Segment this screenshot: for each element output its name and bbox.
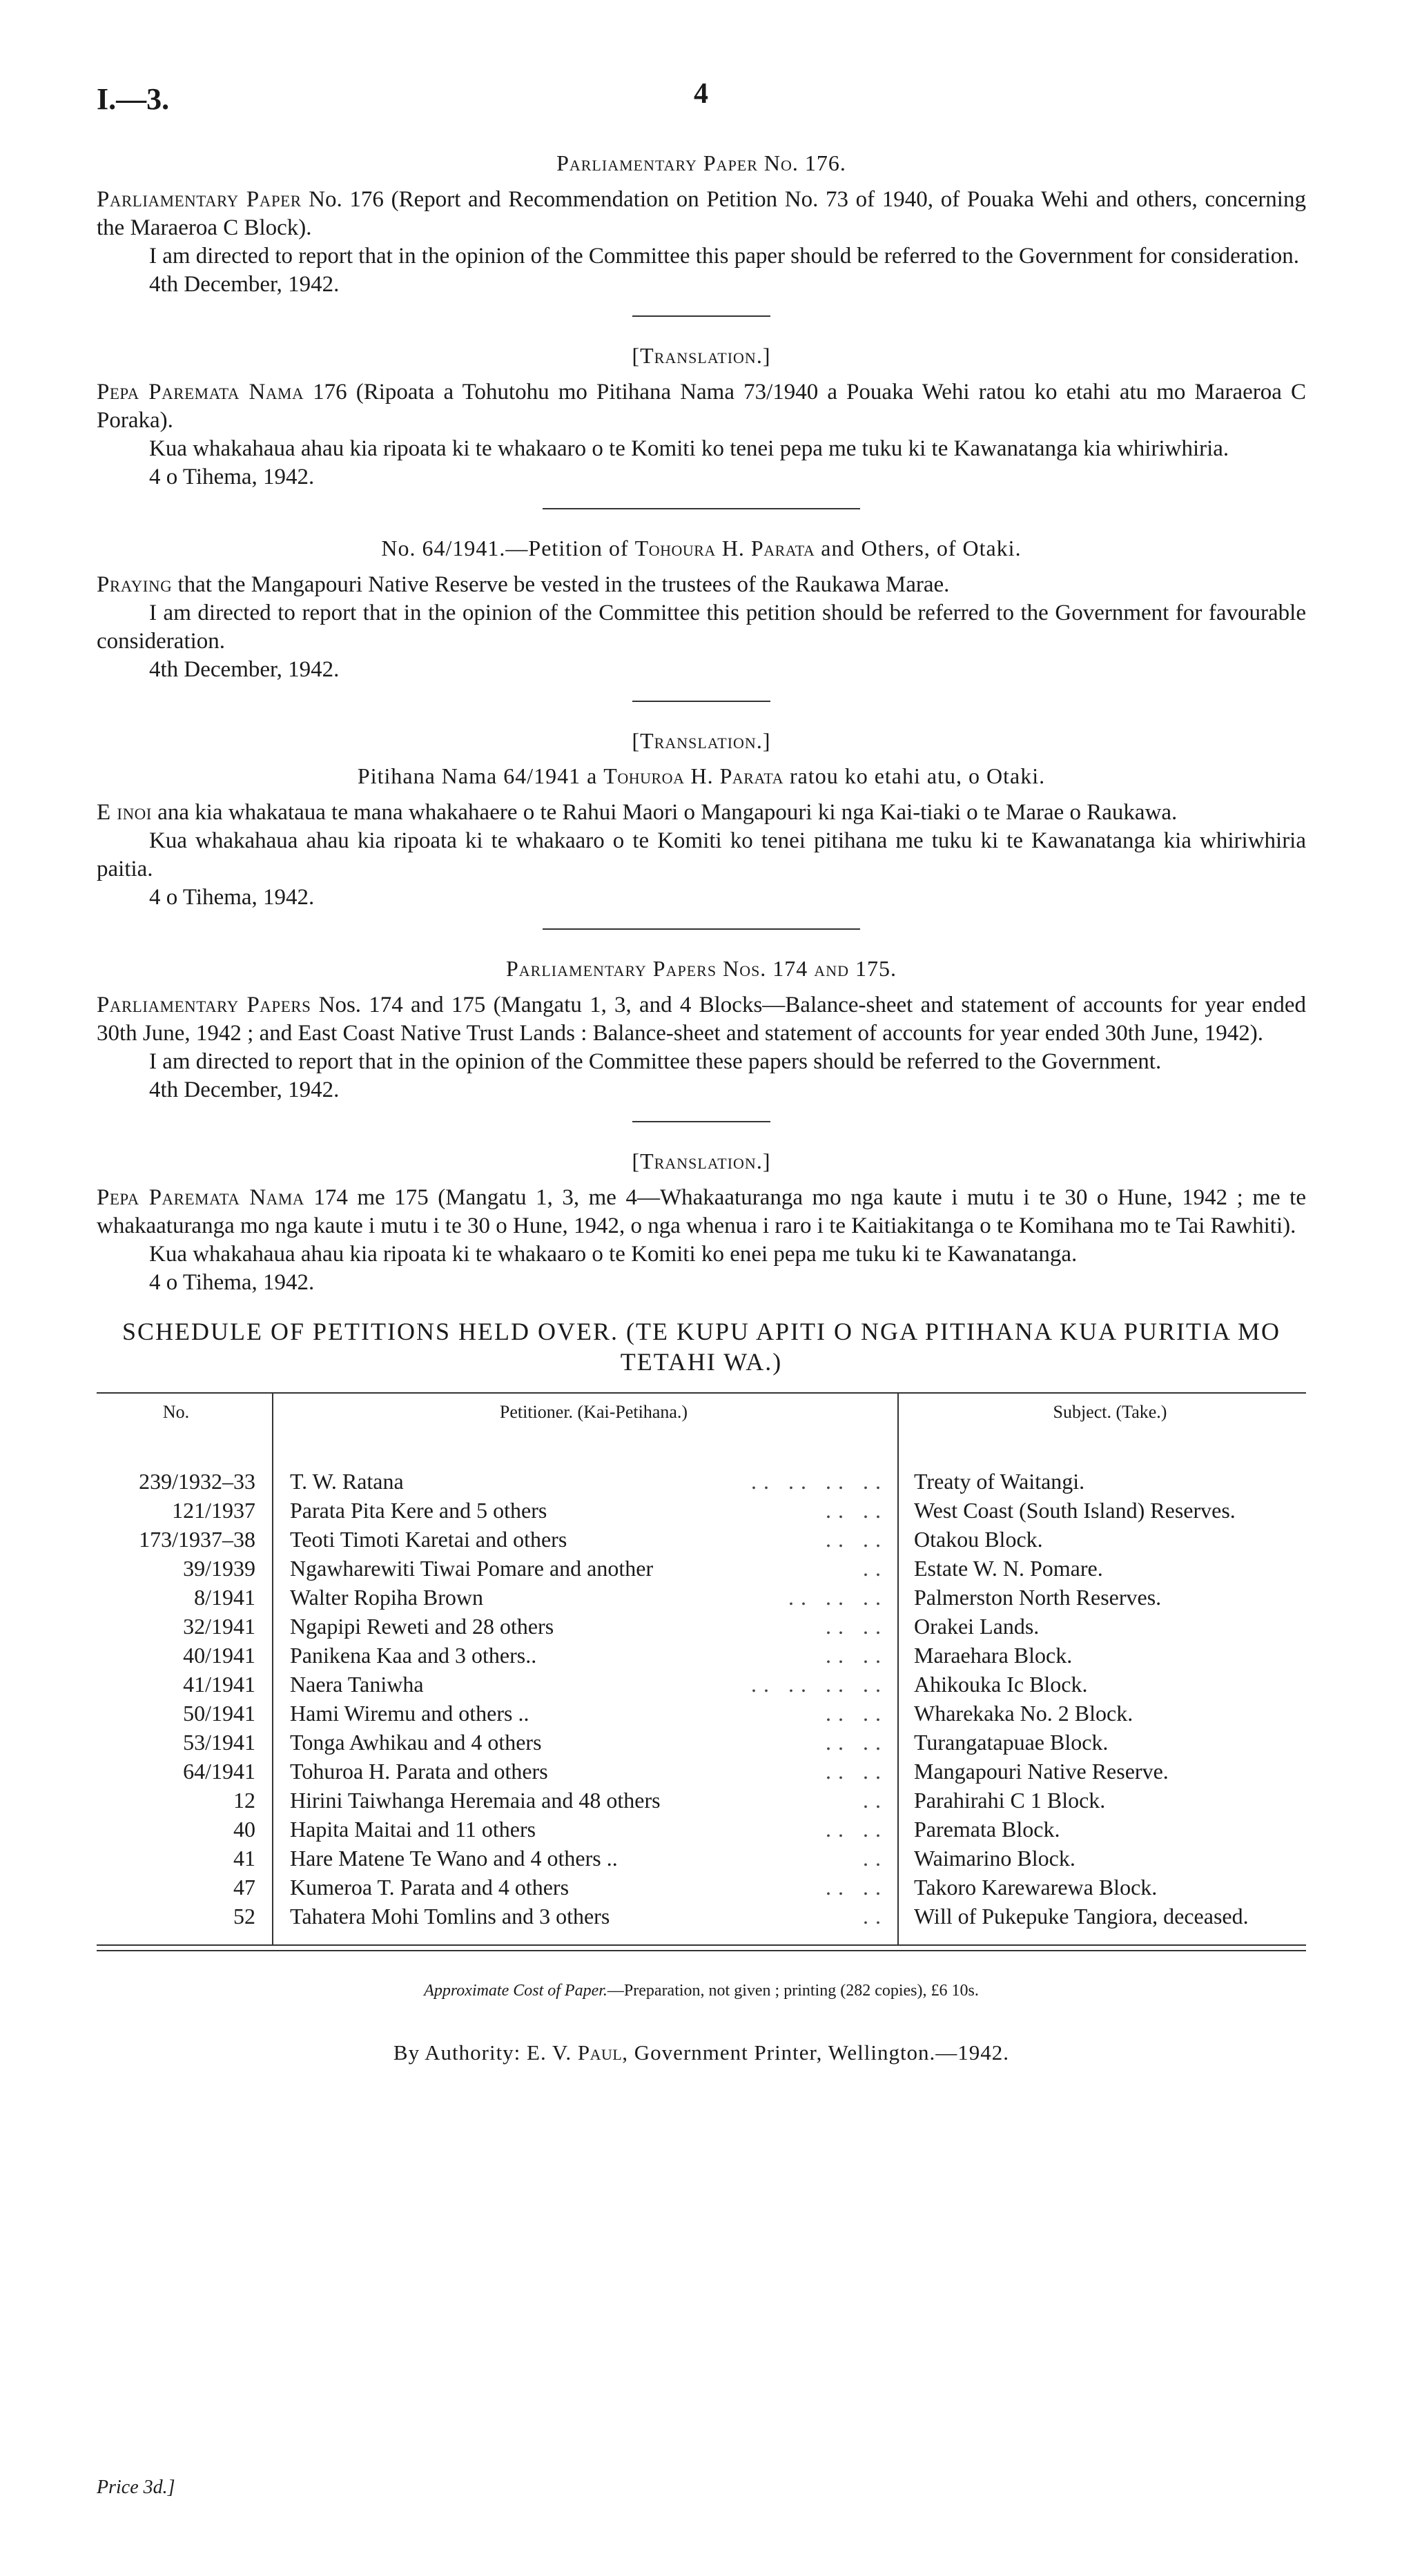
row-leader-dots: .. .. — [826, 1730, 888, 1755]
lead-rest: Nos. 174 and 175 (Mangatu 1, 3, and 4 Blocks—Balance-sheet and statement of accounts for year ended 30th June, 1942 ; and East Coast Native Trust Lands : Balance-sheet and statement of accounts for year ended 30th June, 1942). — [97, 993, 1306, 1046]
schedule-title: SCHEDULE OF PETITIONS HELD OVER. (TE KUPU APITI O NGA PITIHANA KUA PURITIA MO TETAHI WA.) — [122, 1318, 1281, 1376]
lead-caps: Pepa Paremata Nama — [97, 380, 304, 404]
lead-caps: Praying — [97, 572, 173, 597]
section-date: 4 o Tihema, 1942. — [149, 885, 315, 910]
row-subject: Otakou Block. — [914, 1527, 1043, 1552]
schedule-row — [97, 1670, 1306, 1699]
lead-rest: No. 176 (Report and Recommendation on Petition No. 73 of 1940, of Pouaka Wehi and others, concerning the Maraeroa C Block). — [97, 187, 1306, 240]
lead-rest: 176 (Ripoata a Tohutohu mo Pitihana Nama 73/1940 a Pouaka Wehi ratou ko etahi atu mo Maraeroa C Poraka). — [97, 380, 1306, 433]
row-leader-dots: .. .. — [826, 1527, 888, 1552]
row-subject: Will of Pukepuke Tangiora, deceased. — [914, 1904, 1249, 1929]
row-leader-dots: .. — [863, 1904, 888, 1929]
row-petitioner-cell — [273, 1699, 898, 1728]
paper-code: I.—3. — [97, 82, 170, 116]
schedule-row — [97, 1902, 1306, 1931]
row-petitioner: Tohuroa H. Parata and others — [290, 1759, 548, 1784]
row-leader-dots: .. — [863, 1556, 888, 1581]
section-date: 4th December, 1942. — [149, 1077, 340, 1102]
section-title: [Translation.] — [632, 1149, 771, 1173]
section-title: [Translation.] — [632, 728, 771, 753]
row-number: 50/1941 — [183, 1701, 255, 1726]
schedule-table — [97, 1392, 1306, 1946]
section-date: 4th December, 1942. — [149, 272, 340, 297]
divider — [543, 928, 860, 930]
row-leader-dots: .. .. .. .. — [751, 1469, 888, 1494]
section-body: Kua whakahaua ahau kia ripoata ki te whakaaro o te Komiti ko tenei pepa me tuku ki te Kawanatanga kia whiriwhiria. — [149, 436, 1229, 461]
header-petitioner: Petitioner. (Kai-Petihana.) — [273, 1393, 898, 1446]
price-note: Price 3d.] — [97, 2477, 175, 2498]
row-subject: Treaty of Waitangi. — [914, 1469, 1085, 1494]
schedule-bottom-rule — [97, 1950, 1306, 1951]
schedule-row — [97, 1728, 1306, 1757]
divider — [632, 701, 770, 702]
row-number: 8/1941 — [194, 1585, 255, 1610]
row-number: 12 — [233, 1788, 255, 1813]
row-petitioner: Hami Wiremu and others .. — [290, 1701, 529, 1726]
schedule-row — [97, 1844, 1306, 1873]
row-petitioner: Hirini Taiwhanga Heremaia and 48 others — [290, 1788, 661, 1813]
cost-text: —Preparation, not given ; printing (282 copies), £6 10s. — [607, 1982, 979, 2000]
schedule-spacer-row — [97, 1446, 1306, 1467]
schedule-row — [97, 1525, 1306, 1554]
cost-label: Approximate Cost of Paper. — [424, 1982, 607, 2000]
schedule-row — [97, 1612, 1306, 1641]
section-date: 4th December, 1942. — [149, 657, 340, 682]
section-petition-64-1941 — [97, 536, 1306, 684]
row-petitioner-cell — [273, 1815, 898, 1844]
section-body: I am directed to report that in the opinion of the Committee this paper should be referred to the Government for consideration. — [149, 244, 1300, 269]
section-subtitle — [97, 763, 1306, 789]
row-leader-dots: .. .. — [826, 1614, 888, 1639]
row-number: 32/1941 — [183, 1614, 255, 1639]
row-petitioner-cell — [273, 1873, 898, 1902]
row-number: 40 — [233, 1817, 255, 1842]
row-petitioner-cell — [273, 1670, 898, 1699]
title-part: H. — [715, 536, 751, 560]
row-number: 40/1941 — [183, 1643, 255, 1668]
row-petitioner-cell — [273, 1583, 898, 1612]
row-leader-dots: .. .. .. .. — [751, 1672, 888, 1697]
row-petitioner: Ngawharewiti Tiwai Pomare and another — [290, 1556, 654, 1581]
section-lead — [97, 186, 1306, 242]
page-number: 4 — [694, 78, 708, 110]
row-petitioner-cell — [273, 1525, 898, 1554]
row-petitioner: Naera Taniwha — [290, 1672, 424, 1697]
row-leader-dots: .. .. — [826, 1817, 888, 1842]
divider — [632, 1121, 770, 1122]
section-papers-174-175 — [97, 956, 1306, 1104]
row-subject: Paremata Block. — [914, 1817, 1060, 1842]
section-translation-64-1941 — [97, 728, 1306, 912]
header-no: No. — [162, 1402, 190, 1422]
lead-caps: E inoi — [97, 800, 152, 825]
row-subject: Estate W. N. Pomare. — [914, 1556, 1103, 1581]
row-petitioner-cell — [273, 1554, 898, 1583]
row-subject: Mangapouri Native Reserve. — [914, 1759, 1169, 1784]
row-petitioner-cell — [273, 1902, 898, 1931]
row-number: 53/1941 — [183, 1730, 255, 1755]
header-subject: Subject. (Take.) — [1053, 1402, 1167, 1422]
row-subject: Orakei Lands. — [914, 1614, 1040, 1639]
section-body: I am directed to report that in the opinion of the Committee these papers should be referred to the Government. — [149, 1049, 1162, 1074]
row-subject: Wharekaka No. 2 Block. — [914, 1701, 1133, 1726]
section-body: I am directed to report that in the opinion of the Committee this petition should be referred to the Government for favourable consideration. — [97, 601, 1306, 654]
row-number: 47 — [233, 1875, 255, 1900]
row-petitioner-cell — [273, 1786, 898, 1815]
row-petitioner-cell — [273, 1757, 898, 1786]
row-number: 239/1932–33 — [139, 1469, 255, 1494]
section-paper-176 — [97, 150, 1306, 299]
row-leader-dots: .. .. — [826, 1875, 888, 1900]
row-subject: Palmerston North Reserves. — [914, 1585, 1162, 1610]
section-title: Parliamentary Paper No. 176. — [556, 150, 846, 175]
section-title — [97, 536, 1306, 561]
subtitle-part: Pitihana Nama 64/1941 a — [357, 763, 604, 788]
section-title: [Translation.] — [632, 343, 771, 368]
row-leader-dots: .. .. .. — [788, 1585, 888, 1610]
row-petitioner: T. W. Ratana — [290, 1469, 404, 1494]
section-body: Kua whakahaua ahau kia ripoata ki te whakaaro o te Komiti ko tenei pitihana me tuku ki te Kawanatanga kia whiriwhiria paitia. — [97, 828, 1306, 881]
schedule-row — [97, 1815, 1306, 1844]
lead-caps: Parliamentary Paper — [97, 187, 302, 212]
row-leader-dots: .. — [863, 1846, 888, 1871]
row-petitioner: Hare Matene Te Wano and 4 others .. — [290, 1846, 618, 1871]
row-subject: Parahirahi C 1 Block. — [914, 1788, 1106, 1813]
row-petitioner: Tahatera Mohi Tomlins and 3 others — [290, 1904, 610, 1929]
row-leader-dots: .. .. — [826, 1498, 888, 1523]
cost-note — [97, 1982, 1306, 2000]
schedule-row — [97, 1786, 1306, 1815]
subtitle-caps: Parata — [719, 763, 783, 788]
subtitle-part: ratou ko etahi atu, o Otaki. — [783, 763, 1046, 788]
row-petitioner: Teoti Timoti Karetai and others — [290, 1527, 567, 1552]
divider — [632, 315, 770, 317]
section-translation-174-175 — [97, 1149, 1306, 1297]
schedule-row — [97, 1699, 1306, 1728]
title-caps: Parata — [750, 536, 815, 560]
section-date: 4 o Tihema, 1942. — [149, 465, 315, 489]
row-petitioner-cell — [273, 1496, 898, 1525]
section-translation-176 — [97, 343, 1306, 491]
row-petitioner: Ngapipi Reweti and 28 others — [290, 1614, 554, 1639]
row-subject: Takoro Karewarewa Block. — [914, 1875, 1158, 1900]
schedule-end-row — [97, 1931, 1306, 1945]
row-subject: West Coast (South Island) Reserves. — [914, 1498, 1236, 1523]
title-part: and Others, of Otaki. — [815, 536, 1022, 560]
title-caps: Tohoura — [634, 536, 716, 560]
section-lead — [97, 571, 1306, 599]
section-body: Kua whakahaua ahau kia ripoata ki te whakaaro o te Komiti ko enei pepa me tuku ki te Kawanatanga. — [149, 1242, 1078, 1267]
row-leader-dots: .. .. — [826, 1701, 888, 1726]
schedule-row — [97, 1554, 1306, 1583]
schedule-row — [97, 1641, 1306, 1670]
subtitle-caps: Tohuroa — [603, 763, 685, 788]
row-number: 41 — [233, 1846, 255, 1871]
row-number: 173/1937–38 — [139, 1527, 255, 1552]
row-petitioner-cell — [273, 1467, 898, 1496]
section-date: 4 o Tihema, 1942. — [149, 1270, 315, 1295]
row-petitioner: Hapita Maitai and 11 others — [290, 1817, 536, 1842]
lead-rest: that the Mangapouri Native Reserve be vested in the trustees of the Raukawa Marae. — [172, 572, 950, 597]
title-part: No. 64/1941.—Petition of — [381, 536, 635, 560]
row-number: 121/1937 — [172, 1498, 255, 1523]
schedule-header-row — [97, 1393, 1306, 1446]
row-petitioner: Parata Pita Kere and 5 others — [290, 1498, 547, 1523]
row-petitioner: Panikena Kaa and 3 others.. — [290, 1643, 537, 1668]
lead-caps: Parliamentary Papers — [97, 993, 311, 1017]
authority-line — [97, 2040, 1306, 2065]
authority-part: By Authority: E. V. — [393, 2040, 578, 2065]
row-subject: Maraehara Block. — [914, 1643, 1073, 1668]
schedule-rows — [97, 1446, 1306, 1945]
row-number: 52 — [233, 1904, 255, 1929]
schedule-row — [97, 1873, 1306, 1902]
row-petitioner-cell — [273, 1844, 898, 1873]
schedule-row — [97, 1496, 1306, 1525]
lead-rest: 174 me 175 (Mangatu 1, 3, me 4—Whakaaturanga mo nga kaute i mutu i te 30 o Hune, 1942 ; me te whakaaturanga mo nga kaute i mutu i te 30 o Hune, 1942, o nga whenua i raro i te Kaitiakitanga o te Komihana mo te Tai Rawhiti). — [97, 1185, 1306, 1238]
divider — [543, 508, 860, 509]
row-petitioner: Tonga Awhikau and 4 others — [290, 1730, 542, 1755]
row-petitioner-cell — [273, 1612, 898, 1641]
lead-caps: Pepa Paremata Nama — [97, 1185, 304, 1210]
row-leader-dots: .. — [863, 1788, 888, 1813]
lead-rest: ana kia whakataua te mana whakahaere o te Rahui Maori o Mangapouri ki nga Kai-tiaki o te Marae o Raukawa. — [151, 800, 1178, 825]
row-petitioner: Walter Ropiha Brown — [290, 1585, 484, 1610]
row-subject: Turangatapuae Block. — [914, 1730, 1109, 1755]
row-petitioner: Kumeroa T. Parata and 4 others — [290, 1875, 569, 1900]
schedule-row — [97, 1467, 1306, 1496]
row-number: 64/1941 — [183, 1759, 255, 1784]
row-leader-dots: .. .. — [826, 1759, 888, 1784]
section-lead — [97, 1184, 1306, 1240]
row-subject: Ahikouka Ic Block. — [914, 1672, 1088, 1697]
section-lead — [97, 378, 1306, 435]
row-subject: Waimarino Block. — [914, 1846, 1075, 1871]
document-body — [97, 150, 1306, 2065]
row-number: 39/1939 — [183, 1556, 255, 1581]
row-petitioner-cell — [273, 1728, 898, 1757]
schedule-row — [97, 1583, 1306, 1612]
row-number: 41/1941 — [183, 1672, 255, 1697]
section-lead — [97, 991, 1306, 1048]
schedule-row — [97, 1757, 1306, 1786]
section-title: Parliamentary Papers Nos. 174 and 175. — [506, 956, 897, 981]
row-petitioner-cell — [273, 1641, 898, 1670]
subtitle-part: H. — [684, 763, 720, 788]
section-lead — [97, 799, 1306, 827]
row-leader-dots: .. .. — [826, 1643, 888, 1668]
authority-caps: Paul — [577, 2040, 623, 2065]
authority-part: , Government Printer, Wellington.—1942. — [622, 2040, 1010, 2065]
